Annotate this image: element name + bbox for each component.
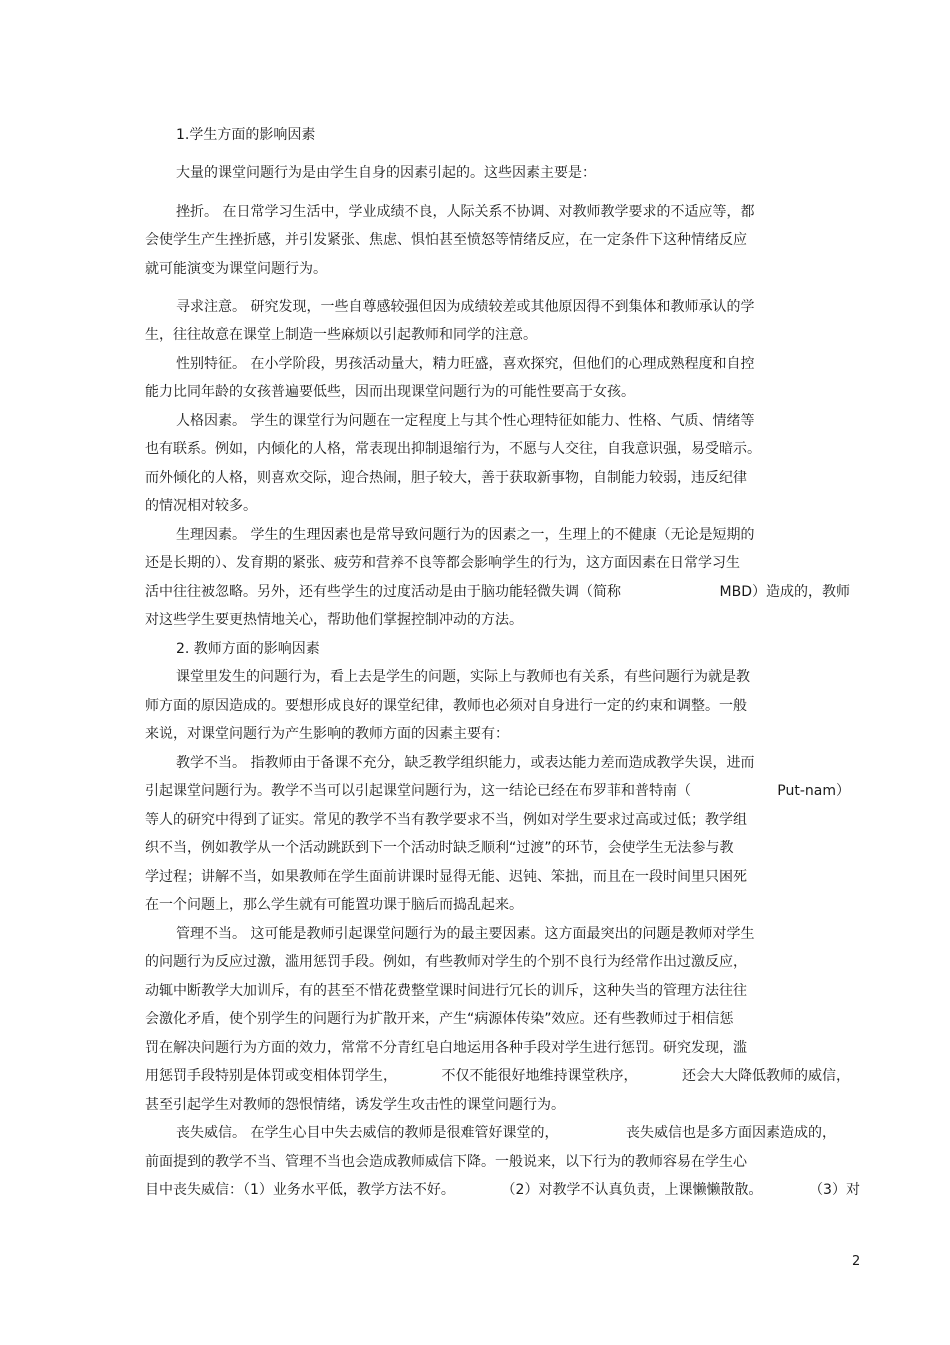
text-line: 在一个问题上，那么学生就有可能置功课于脑后而捣乱起来。 <box>145 897 523 913</box>
text-line: 寻求注意。 研究发现，一些自尊感较强但因为成绩较差或其他原因得不到集体和教师承认的学 <box>176 299 755 315</box>
page-number: 2 <box>852 1254 861 1269</box>
text-line: 还是长期的）、发育期的紧张、疲劳和营养不良等都会影响学生的行为，这方面因素在日常学习生 <box>145 555 740 571</box>
text-line: 就可能演变为课堂问题行为。 <box>145 261 327 277</box>
text-line: 大量的课堂问题行为是由学生自身的因素引起的。这些因素主要是： <box>176 165 596 181</box>
text-line: 引起课堂问题行为。教学不当可以引起课堂问题行为，这一结论已经在布罗菲和普特南（ Put-nam） <box>145 783 850 799</box>
text-line: 人格因素。 学生的课堂行为问题在一定程度上与其个性心理特征如能力、性格、气质、情绪等 <box>176 413 755 429</box>
section-heading: 1.学生方面的影响因素 <box>176 127 316 143</box>
text-line: 课堂里发生的问题行为，看上去是学生的问题，实际上与教师也有关系，有些问题行为就是教 <box>176 669 750 685</box>
text-line: 的情况相对较多。 <box>145 498 257 514</box>
text-line: 等人的研究中得到了证实。常见的教学不当有教学要求不当，例如对学生要求过高或过低；教学组 <box>145 812 747 828</box>
text-line: 生，往往故意在课堂上制造一些麻烦以引起教师和同学的注意。 <box>145 327 537 343</box>
text-line: 性别特征。 在小学阶段，男孩活动量大，精力旺盛，喜欢探究，但他们的心理成熟程度和自控 <box>176 356 755 372</box>
text-line: 生理因素。 学生的生理因素也是常导致问题行为的因素之一，生理上的不健康（无论是短期的 <box>176 527 755 543</box>
text-line: 而外倾化的人格，则喜欢交际，迎合热闹，胆子较大，善于获取新事物，自制能力较弱，违反纪律 <box>145 470 747 486</box>
text-line: 目中丧失威信：（1）业务水平低，教学方法不好。 （2）对教学不认真负责，上课懒懒散散。 （3）对 <box>145 1182 860 1198</box>
text-line: 的问题行为反应过激，滥用惩罚手段。例如，有些教师对学生的个别不良行为经常作出过激反应， <box>145 954 747 970</box>
text-line: 来说，对课堂问题行为产生影响的教师方面的因素主要有： <box>145 726 509 742</box>
text-line: 用惩罚手段特别是体罚或变相体罚学生， 不仅不能很好地维持课堂秩序， 还会大大降低教师的威信， <box>145 1068 850 1084</box>
text-line: 师方面的原因造成的。要想形成良好的课堂纪律，教师也必须对自身进行一定的约束和调整。一般 <box>145 698 747 714</box>
text-line: 织不当，例如教学从一个活动跳跃到下一个活动时缺乏顺利“过渡”的环节，会使学生无法参与教 <box>145 840 734 856</box>
text-line: 也有联系。例如，内倾化的人格，常表现出抑制退缩行为，不愿与人交往，自我意识强，易受暗示。 <box>145 441 761 457</box>
text-line: 会激化矛盾，使个别学生的问题行为扩散开来，产生“病源体传染”效应。还有些教师过于相信惩 <box>145 1011 734 1027</box>
text-line: 前面提到的教学不当、管理不当也会造成教师威信下降。一般说来，以下行为的教师容易在学生心 <box>145 1154 747 1170</box>
text-line: 动辄中断教学大加训斥，有的甚至不惜花费整堂课时间进行冗长的训斥，这种失当的管理方法往往 <box>145 983 747 999</box>
text-line: 罚在解决问题行为方面的效力，常常不分青红皂白地运用各种手段对学生进行惩罚。研究发现，滥 <box>145 1040 747 1056</box>
text-line: 挫折。 在日常学习生活中，学业成绩不良，人际关系不协调、对教师教学要求的不适应等，都 <box>176 204 755 220</box>
text-line: 会使学生产生挫折感，并引发紧张、焦虑、惧怕甚至愤怒等情绪反应，在一定条件下这种情绪反应 <box>145 232 747 248</box>
text-line: 活中往往被忽略。另外，还有些学生的过度活动是由于脑功能轻微失调（简称 MBD）造成的，教师 <box>145 584 850 600</box>
text-line: 甚至引起学生对教师的怨恨情绪，诱发学生攻击性的课堂问题行为。 <box>145 1097 565 1113</box>
text-line: 学过程；讲解不当，如果教师在学生面前讲课时显得无能、迟钝、笨拙，而且在一段时间里只困死 <box>145 869 747 885</box>
section-heading: 2. 教师方面的影响因素 <box>176 641 320 657</box>
text-line: 能力比同年龄的女孩普遍要低些，因而出现课堂问题行为的可能性要高于女孩。 <box>145 384 635 400</box>
text-line: 对这些学生要更热情地关心，帮助他们掌握控制冲动的方法。 <box>145 612 523 628</box>
text-line: 丧失威信。 在学生心目中失去威信的教师是很难管好课堂的， 丧失威信也是多方面因素造成的， <box>176 1125 836 1141</box>
text-line: 管理不当。 这可能是教师引起课堂问题行为的最主要因素。这方面最突出的问题是教师对学生 <box>176 926 755 942</box>
text-line: 教学不当。 指教师由于备课不充分，缺乏教学组织能力，或表达能力差而造成教学失误，进而 <box>176 755 755 771</box>
